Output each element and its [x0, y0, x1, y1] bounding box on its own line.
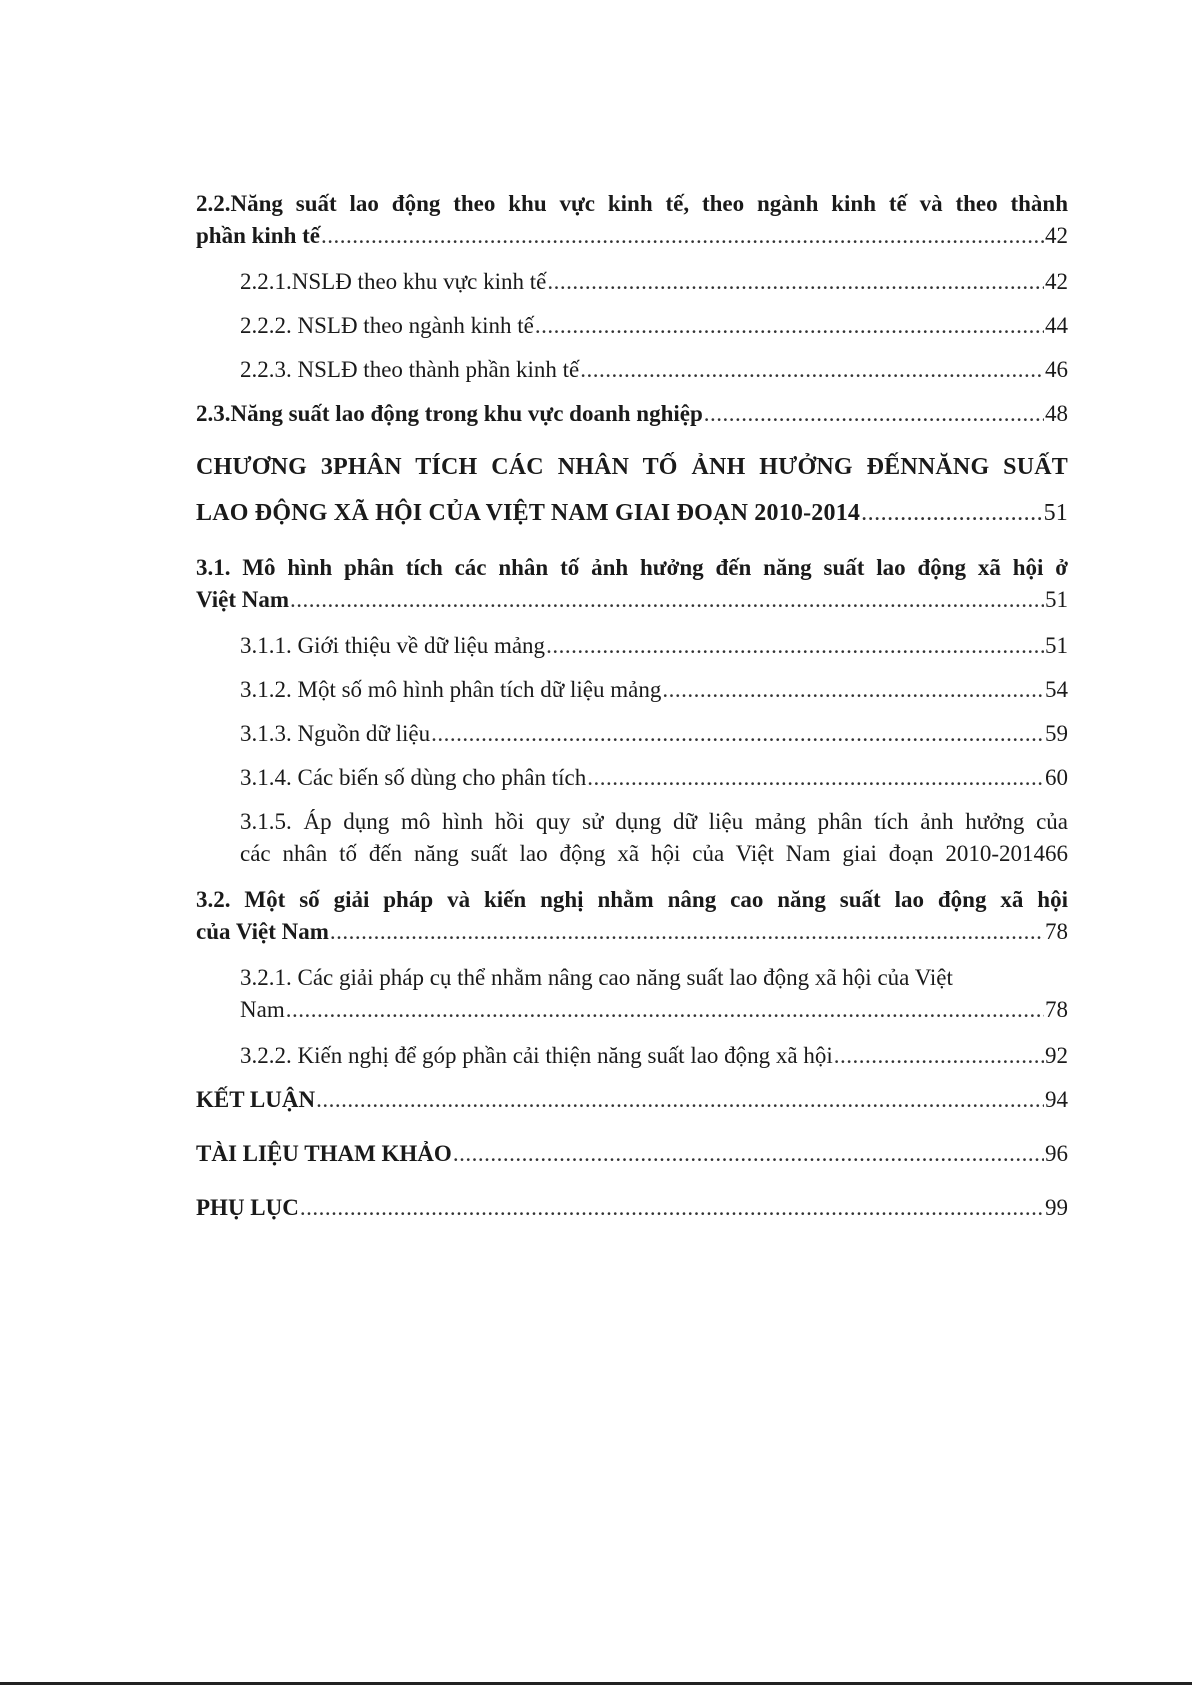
toc-entry-title: 3.1.4. Các biến số dùng cho phân tích	[240, 765, 587, 790]
toc-entry-2-2-2[interactable]	[240, 310, 1068, 342]
toc-page-number: 92	[1045, 1043, 1068, 1068]
toc-page-number: 46	[1045, 357, 1068, 382]
toc-entry-3-1-3[interactable]	[240, 718, 1068, 750]
toc-entry-title: 3.2. Một số giải pháp và kiến nghị nhằm nâng cao năng suất lao động xã hội	[196, 887, 1068, 912]
toc-entry-3-2-1[interactable]	[240, 962, 1068, 1026]
dot-leader	[321, 220, 1044, 252]
toc-entry-3-1-4[interactable]	[240, 762, 1068, 794]
toc-entry-title-cont: phần kinh tế	[196, 223, 321, 248]
toc-entry-title: 3.1. Mô hình phân tích các nhân tố ảnh hưởng đến năng suất lao động xã hội ở	[196, 555, 1068, 580]
toc-entry-title: 2.3.Năng suất lao động trong khu vực doanh nghiệp	[196, 401, 703, 426]
toc-entry-3-1[interactable]	[196, 552, 1068, 616]
toc-page-number: 42	[1045, 223, 1068, 248]
dot-leader	[330, 916, 1044, 948]
toc-entry-title: 3.2.2. Kiến nghị để góp phần cải thiện năng suất lao động xã hội	[240, 1043, 833, 1068]
dot-leader	[286, 994, 1044, 1026]
dot-leader	[580, 354, 1044, 386]
toc-entry-title: KẾT LUẬN	[196, 1087, 316, 1112]
toc-entry-title-cont: của Việt Nam	[196, 919, 329, 944]
toc-entry-3-2-2[interactable]	[240, 1040, 1068, 1072]
toc-entry-title: 2.2.3. NSLĐ theo thành phần kinh tế	[240, 357, 580, 382]
dot-leader	[290, 584, 1044, 616]
toc-page-number: 78	[1045, 997, 1068, 1022]
dot-leader	[587, 762, 1044, 794]
toc-page-number: 51	[1045, 633, 1068, 658]
toc-page-number: 51	[1043, 500, 1068, 526]
dot-leader	[662, 674, 1044, 706]
toc-entry-title-cont: Nam	[240, 997, 285, 1022]
toc-entry-title: TÀI LIỆU THAM KHẢO	[196, 1141, 452, 1166]
toc-entry-title-cont: các nhân tố đến năng suất lao động xã hội của Việt Nam giai đoạn 2010-201466	[240, 841, 1068, 866]
toc-entry-title: 2.2.Năng suất lao động theo khu vực kinh tế, theo ngành kinh tế và theo thành	[196, 191, 1068, 216]
toc-page-number: 78	[1045, 919, 1068, 944]
toc-entry-2-2-3[interactable]	[240, 354, 1068, 386]
toc-entry-title: 3.1.1. Giới thiệu về dữ liệu mảng	[240, 633, 546, 658]
toc-entry-2-2-1[interactable]	[240, 266, 1068, 298]
toc-page-number: 94	[1045, 1087, 1068, 1112]
toc-entry-title-cont: Việt Nam	[196, 587, 290, 612]
dot-leader	[316, 1084, 1044, 1116]
toc-entry-2-2[interactable]	[196, 188, 1068, 252]
toc-chapter-title: CHƯƠNG 3PHÂN TÍCH CÁC NHÂN TỐ ẢNH HƯỞNG ĐẾNNĂNG SUẤT	[196, 454, 1068, 480]
toc-page-number: 54	[1045, 677, 1068, 702]
toc-entry-3-1-2[interactable]	[240, 674, 1068, 706]
toc-entry-2-3[interactable]	[196, 398, 1068, 430]
toc-page-number: 42	[1045, 269, 1068, 294]
toc-page-number: 51	[1045, 587, 1068, 612]
toc-entry-title: 2.2.1.NSLĐ theo khu vực kinh tế	[240, 269, 547, 294]
toc-entry-3-1-5[interactable]	[240, 806, 1068, 870]
toc-page-number: 59	[1045, 721, 1068, 746]
toc-page-number: 48	[1045, 401, 1068, 426]
dot-leader	[535, 310, 1044, 342]
toc-chapter-title-cont: LAO ĐỘNG XÃ HỘI CỦA VIỆT NAM GIAI ĐOẠN 2010-2014	[196, 500, 861, 526]
dot-leader	[453, 1138, 1044, 1170]
toc-entry-chapter-3[interactable]	[196, 444, 1068, 536]
toc-entry-title: 3.1.5. Áp dụng mô hình hồi quy sử dụng dữ liệu mảng phân tích ảnh hưởng của	[240, 809, 1068, 834]
toc-page-number: 96	[1045, 1141, 1068, 1166]
toc-page-number: 60	[1045, 765, 1068, 790]
toc-page-number: 99	[1045, 1195, 1068, 1220]
toc-page-number: 44	[1045, 313, 1068, 338]
dot-leader	[300, 1192, 1044, 1224]
toc-entry-title: 3.2.1. Các giải pháp cụ thể nhằm nâng cao năng suất lao động xã hội của Việt	[240, 965, 953, 990]
dot-leader	[861, 490, 1043, 536]
toc-entry-appendix[interactable]	[196, 1192, 1068, 1224]
dot-leader	[834, 1040, 1044, 1072]
toc-entry-conclusion[interactable]	[196, 1084, 1068, 1116]
toc-entry-references[interactable]	[196, 1138, 1068, 1170]
dot-leader	[704, 398, 1044, 430]
toc-entry-3-1-1[interactable]	[240, 630, 1068, 662]
dot-leader	[546, 630, 1044, 662]
dot-leader	[431, 718, 1044, 750]
toc-entry-title: 3.1.3. Nguồn dữ liệu	[240, 721, 431, 746]
toc-entry-title: 2.2.2. NSLĐ theo ngành kinh tế	[240, 313, 534, 338]
toc-entry-title: PHỤ LỤC	[196, 1195, 299, 1220]
toc-entry-title: 3.1.2. Một số mô hình phân tích dữ liệu mảng	[240, 677, 662, 702]
toc-entry-3-2[interactable]	[196, 884, 1068, 948]
dot-leader	[547, 266, 1044, 298]
